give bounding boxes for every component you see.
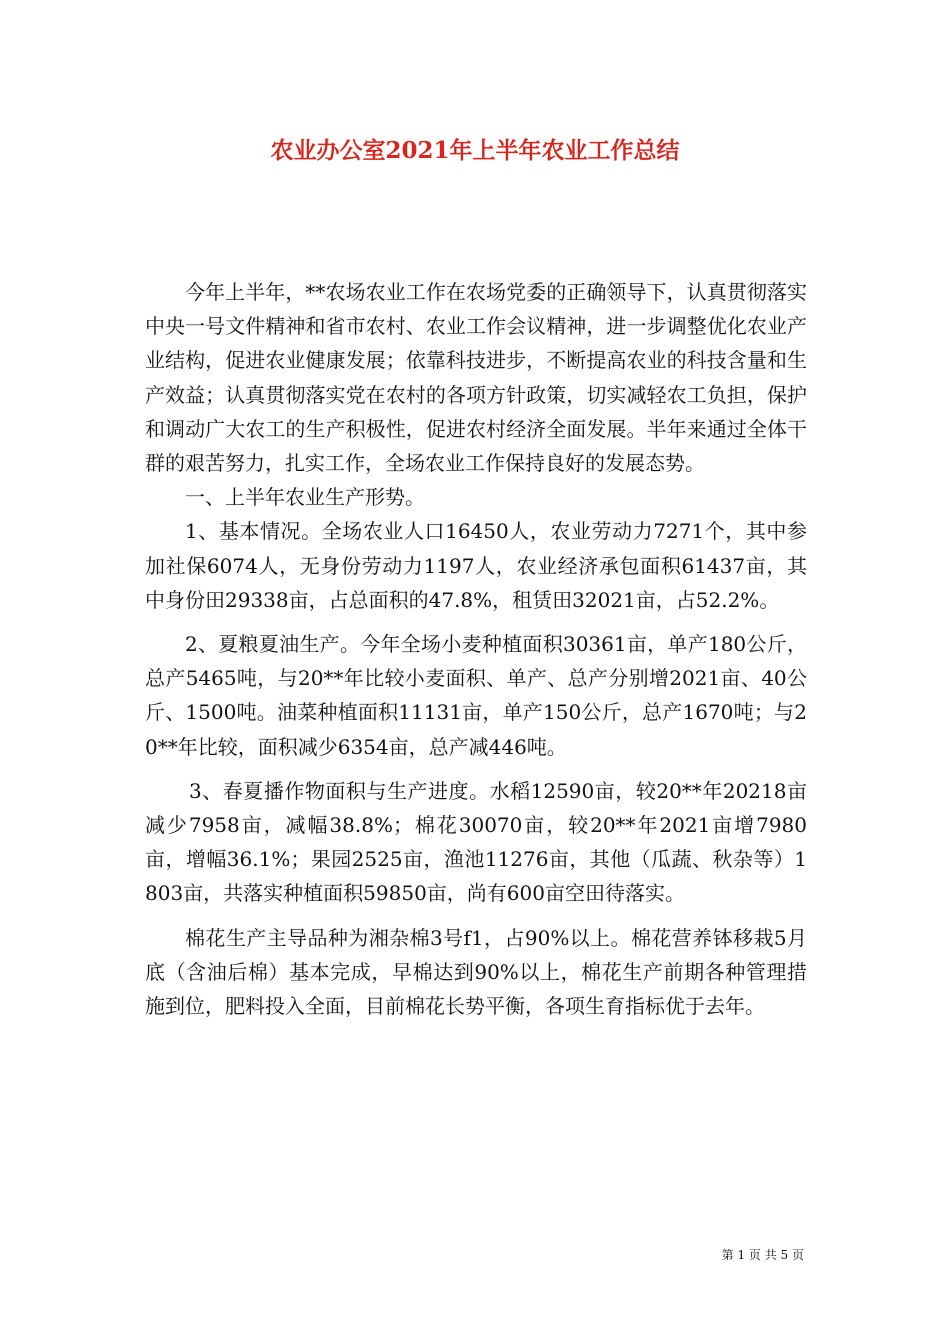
paragraph-basic-situation: 1、基本情况。全场农业人口16450人，农业劳动力7271个，其中参加社保6074人，无身份劳动力1197人，农业经济承包面积61437亩，其中身份田29338亩，占总面积的47.8%，租赁田32021亩，占52.2%。 <box>145 519 807 612</box>
paragraph-summer-grain-oil: 2、夏粮夏油生产。今年全场小麦种植面积30361亩，单产180公斤，总产5465吨，与20**年比较小麦面积、单产、总产分别增2021亩、40公斤、1500吨。油菜种植面积11131亩，单产150公斤，总产1670吨；与20**年比较，面积减少6354亩，总产减446吨。 <box>145 632 807 759</box>
page-indicator: 第 1 页 共 5 页 <box>721 1248 804 1262</box>
paragraph-cotton-production: 棉花生产主导品种为湘杂棉3号f1，占90%以上。棉花营养钵移栽5月底（含油后棉）基本完成，早棉达到90%以上，棉花生产前期各种管理措施到位，肥料投入全面，目前棉花长势平衡，各项生育指标优于去年。 <box>145 925 807 1019</box>
document-title: 农业办公室2021年上半年农业工作总结 <box>270 137 680 164</box>
paragraph-intro: 今年上半年，**农场农业工作在农场党委的正确领导下，认真贯彻落实中央一号文件精神和省市农村、农业工作会议精神，进一步调整优化农业产业结构，促进农业健康发展；依靠科技进步，不断提高农业的科技含量和生产效益；认真贯彻落实党在农村的各项方针政策，切实减轻农工负担，保护和调动广大农工的生产积极性，促进农村经济全面发展。半年来通过全体干群的艰苦努力，扎实工作，全场农业工作保持良好的发展态势。 <box>145 280 807 476</box>
section-heading-1: 一、上半年农业生产形势。 <box>185 485 425 510</box>
paragraph-spring-summer-sowing: 3、春夏播作物面积与生产进度。水稻12590亩，较20**年20218亩减少7958亩，减幅38.8%；棉花30070亩，较20**年2021亩增7980亩，增幅36.1%；果园2525亩，渔池11276亩，其他（瓜蔬、秋杂等）1803亩，共落实种植面积59850亩，尚有600亩空田待落实。 <box>145 778 807 906</box>
document-body <box>145 275 807 1023</box>
